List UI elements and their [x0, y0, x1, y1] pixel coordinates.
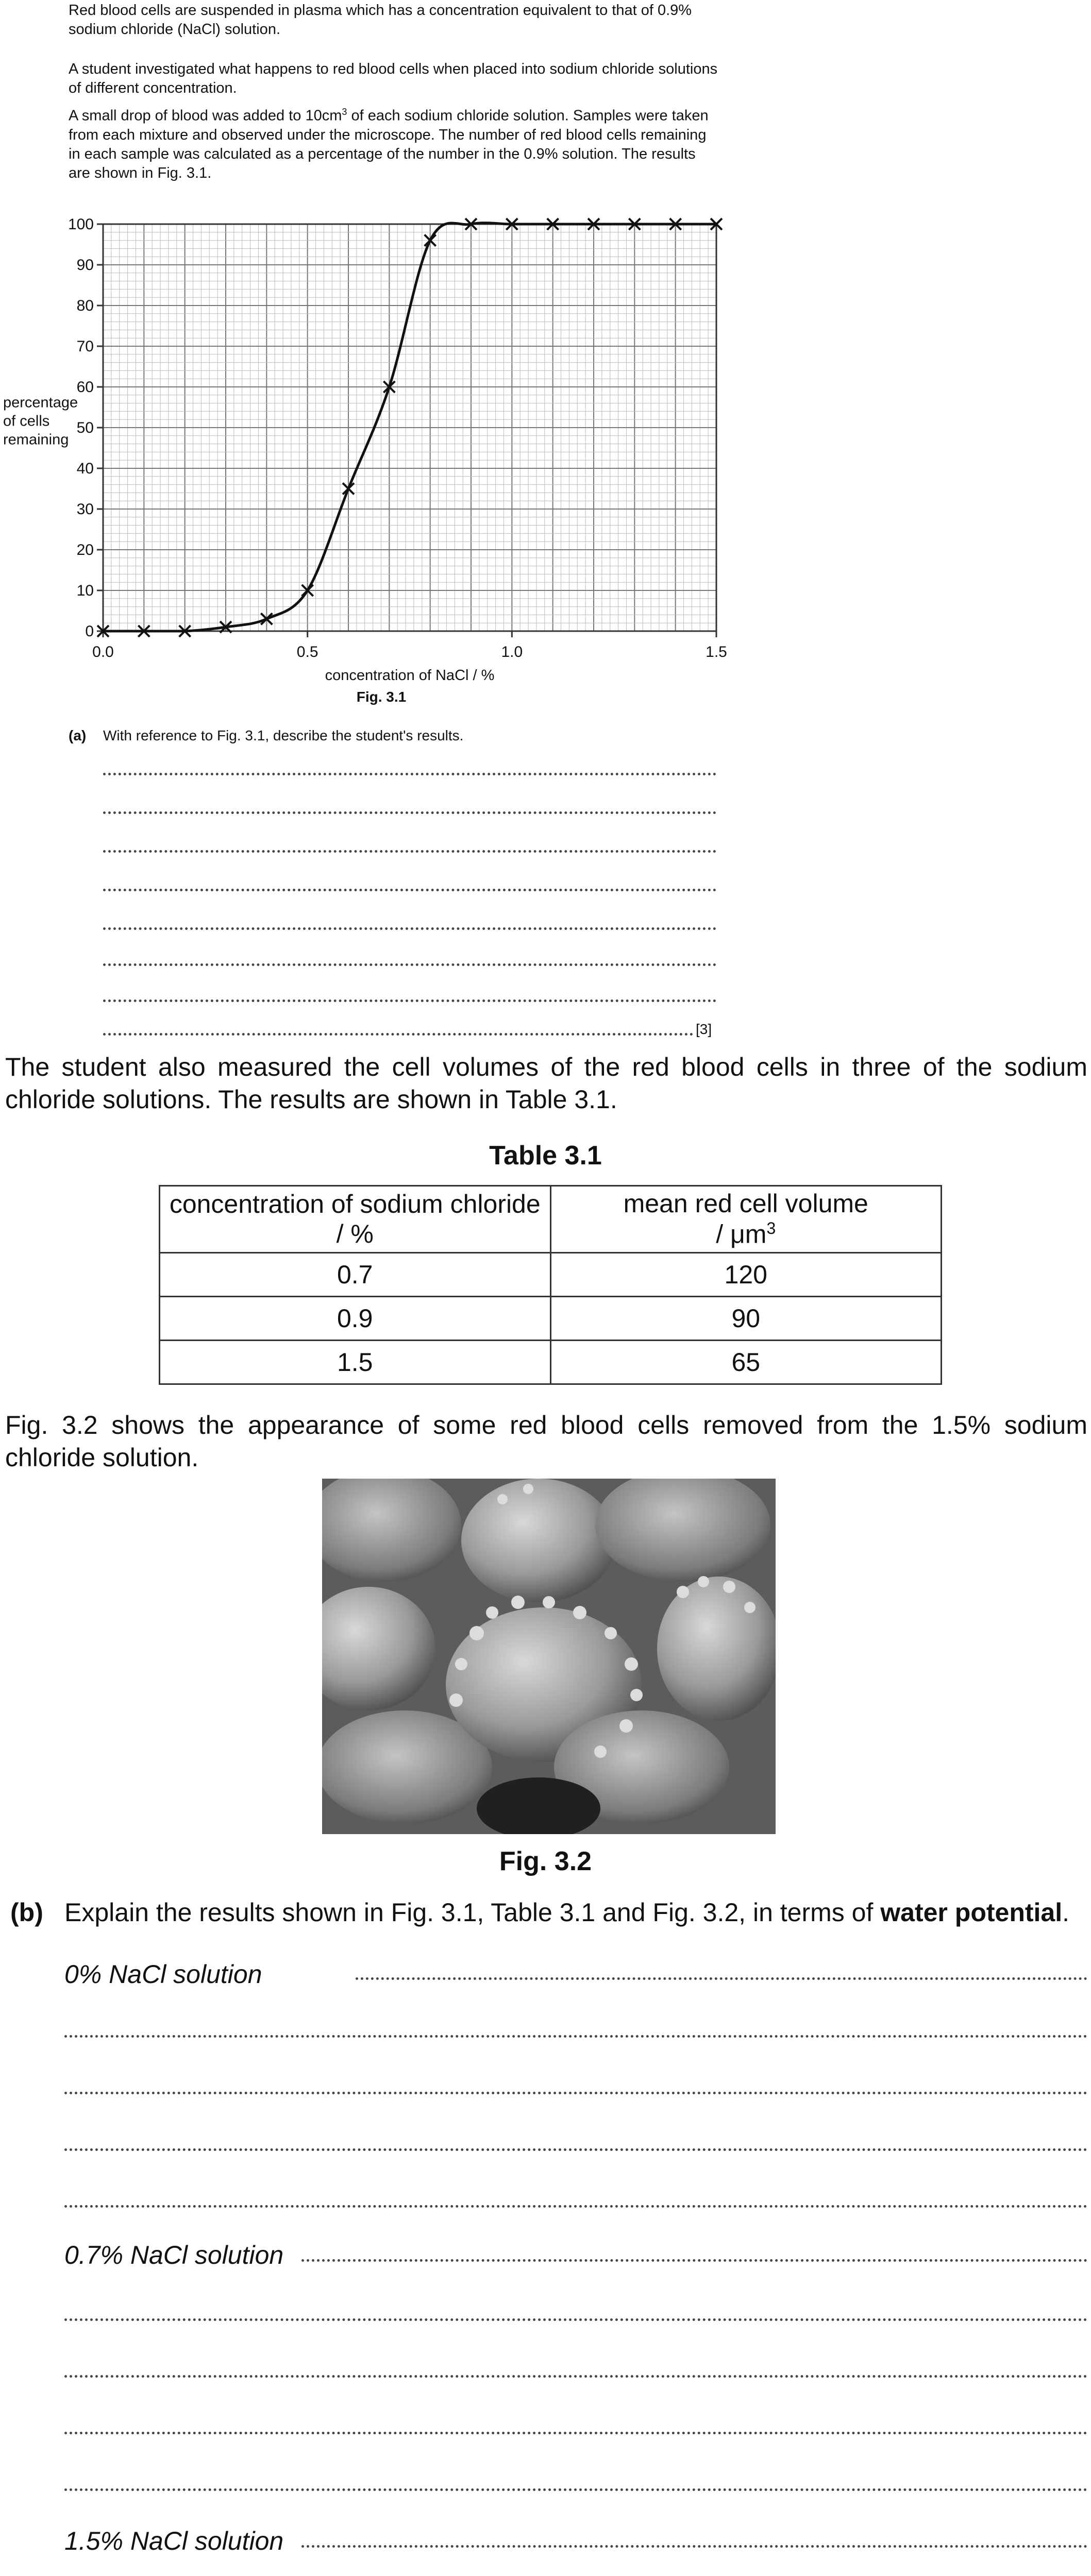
answer-line[interactable]	[64, 2148, 1087, 2151]
y-tick-label: 50	[76, 419, 94, 436]
x-tick-label: 0.0	[92, 643, 114, 660]
y-axis-label: of cells	[3, 413, 50, 430]
table-row	[160, 1297, 942, 1341]
y-tick-label: 40	[76, 460, 94, 477]
answer-line[interactable]	[103, 927, 716, 930]
y-tick-label: 20	[76, 541, 94, 558]
y-tick-label: 70	[76, 338, 94, 355]
fig-3-1-caption: Fig. 3.1	[356, 689, 407, 705]
answer-line[interactable]	[64, 2488, 1087, 2491]
question-b-sub-0-percent: 0% NaCl solution	[64, 1960, 262, 1989]
y-axis-label: percentage	[3, 394, 78, 411]
question-b-sub-1-5-percent: 1.5% NaCl solution	[64, 2527, 284, 2555]
table-cell-concentration: 0.9	[160, 1297, 551, 1341]
x-tick-label: 1.5	[706, 643, 727, 660]
answer-line[interactable]	[64, 2205, 1087, 2208]
table-cell-concentration: 1.5	[160, 1341, 551, 1384]
question-a-label: (a)	[69, 727, 87, 743]
data-series-line	[103, 223, 716, 631]
answer-line[interactable]	[103, 850, 716, 853]
answer-line[interactable]	[356, 1977, 1087, 1980]
fig-3-2-caption: Fig. 3.2	[499, 1846, 592, 1876]
intro-paragraph-2: A student investigated what happens to red blood cells when placed into sodium chloride solutions of different concentration.	[69, 61, 718, 97]
figure-intro-text: Fig. 3.2 shows the appearance of some red blood cells removed from the 1.5% sodium chloride solution.	[5, 1411, 1087, 1472]
table-cell-volume: 90	[550, 1297, 942, 1341]
y-tick-label: 80	[76, 297, 94, 314]
answer-line[interactable]	[64, 2318, 1087, 2321]
question-a-marks: [3]	[696, 1021, 712, 1037]
question-b-text: Explain the results shown in Fig. 3.1, Table 3.1 and Fig. 3.2, in terms of water potential.	[64, 1898, 1070, 1927]
table-cell-concentration: 0.7	[160, 1253, 551, 1297]
table-3-1-header-concentration: concentration of sodium chloride / %	[160, 1186, 551, 1253]
y-tick-label: 0	[85, 623, 94, 640]
x-axis-label: concentration of NaCl / %	[325, 667, 495, 684]
y-tick-label: 90	[76, 257, 94, 274]
micrograph-illustration	[322, 1479, 776, 1834]
y-tick-label: 30	[76, 501, 94, 518]
answer-line[interactable]	[103, 811, 716, 814]
question-a-text: With reference to Fig. 3.1, describe the student's results.	[103, 727, 464, 743]
answer-line[interactable]	[64, 2092, 1087, 2094]
table-cell-volume: 65	[550, 1341, 942, 1384]
y-tick-label: 60	[76, 379, 94, 396]
table-3-1	[159, 1185, 942, 1385]
table-intro-text: The student also measured the cell volumes of the red blood cells in three of the sodium chloride solutions. The results are shown in Table 3.1.	[5, 1053, 1087, 1114]
red-blood-cells-micrograph	[322, 1479, 776, 1834]
answer-line[interactable]	[103, 773, 716, 775]
y-axis-label: remaining	[3, 431, 69, 448]
answer-line[interactable]	[301, 2259, 1087, 2262]
question-b-sub-0-7-percent: 0.7% NaCl solution	[64, 2241, 284, 2269]
answer-line[interactable]	[64, 2375, 1087, 2378]
answer-line[interactable]	[103, 999, 716, 1002]
intro-paragraph-1: Red blood cells are suspended in plasma which has a concentration equivalent to that of 0.9% sodium chloride (NaCl) solution.	[69, 2, 692, 38]
table-3-1-title: Table 3.1	[489, 1141, 602, 1171]
x-tick-label: 1.0	[501, 643, 523, 660]
question-b-label: (b)	[10, 1898, 43, 1927]
fig-3-1-svg	[0, 206, 732, 685]
answer-line[interactable]	[103, 889, 716, 891]
table-row	[160, 1341, 942, 1384]
answer-line[interactable]	[301, 2545, 1087, 2548]
intro-paragraph-3: A small drop of blood was added to $10cm^3$ of each sodium chloride solution. Samples were taken from each mixture and observed under the microscope. The number of red blood cells remaining in each sample was calculated as a percentage of the number in the 0.9% solution. The results are shown in Fig. 3.1.	[69, 107, 709, 181]
table-row	[160, 1253, 942, 1297]
x-tick-label: 0.5	[296, 643, 318, 660]
answer-line[interactable]	[64, 2432, 1087, 2434]
fig-3-1-chart	[0, 206, 732, 685]
answer-line[interactable]	[103, 1033, 693, 1036]
y-tick-label: 10	[76, 582, 94, 599]
table-3-1-header-volume: mean red cell volume / $\mu m^3$	[550, 1186, 942, 1253]
table-cell-volume: 120	[550, 1253, 942, 1297]
answer-line[interactable]	[64, 2035, 1087, 2038]
y-tick-label: 100	[68, 216, 94, 233]
answer-line[interactable]	[103, 963, 716, 966]
